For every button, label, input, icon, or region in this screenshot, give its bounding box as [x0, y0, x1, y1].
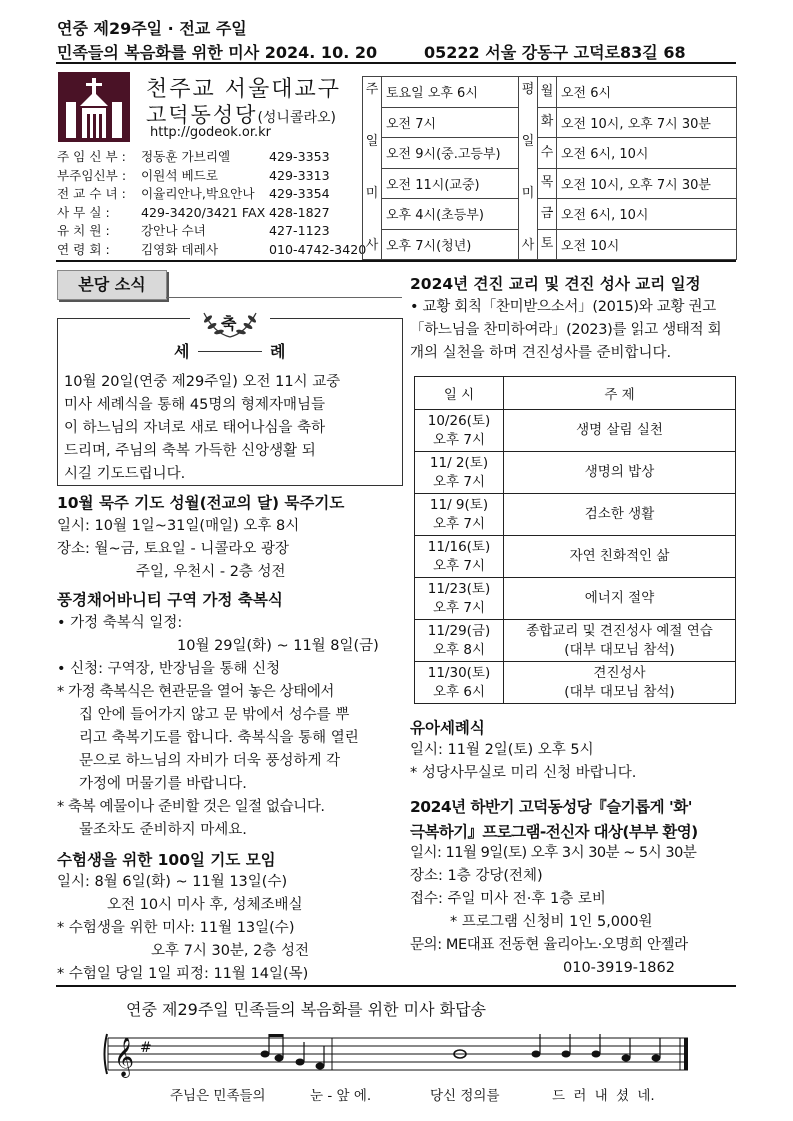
- weekday-day: 금: [538, 199, 557, 230]
- baptism-announcement: [57, 314, 403, 486]
- staff-row: 전 교 수 녀 : 이율리안나,박요안나 429-3354: [57, 186, 330, 201]
- infant-baptism-title: 유아세례식: [410, 719, 485, 737]
- program-body: 일시: 11월 9일(토) 오후 3시 30분 ~ 5시 30분 장소: 1층 강당(전체) 접수: 주일 미사 전·후 1층 로비 * 프로그램 신청비 1인 5,000원 문의: ME대표 전동현 율리아노·오명희 안젤라 010-3919-1862: [410, 845, 697, 976]
- bulletin-date: 민족들의 복음화를 위한 미사 2024. 10. 20: [57, 43, 378, 62]
- parish-name: 고덕동성당: [146, 103, 258, 127]
- weekday-day: 화: [538, 107, 557, 138]
- header-rule: [56, 62, 736, 64]
- bulletin-subtitle: 연중 제29주일 · 전교 주일: [57, 19, 247, 38]
- weekday-day: 월: [538, 77, 557, 108]
- sunday-mass-time: 오전 11시(교중): [382, 168, 519, 199]
- table-row: 11/29(금) 오후 8시 종합교리 및 견진성사 예절 연습 (대부 대모님 참석): [415, 620, 736, 662]
- footer-rule: [56, 985, 736, 987]
- staff-list: [57, 148, 367, 259]
- exam-body: 일시: 8월 6일(화) ~ 11월 13일(수) 오전 10시 미사 후, 성체조배실 * 수험생을 위한 미사: 11월 13일(수) 오후 7시 30분, 2층 성전 * 수험일 당일 1일 피정: 11월 14일(목): [57, 874, 309, 982]
- weekday-day: 목: [538, 168, 557, 199]
- table-row: 10/26(토) 오후 7시 생명 살림 실천: [415, 410, 736, 452]
- table-row: 11/ 9(토) 오후 7시 검소한 생활: [415, 494, 736, 536]
- sunday-mass-time: 오전 7시: [382, 107, 519, 138]
- celebration-emblem-text: 축: [221, 314, 237, 333]
- psalm-title: 연중 제29주일 민족들의 복음화를 위한 미사 화답송: [126, 1000, 486, 1019]
- mass-schedule: [362, 76, 737, 260]
- psalm-lyrics: 주님은 민족들의 눈 - 앞 에. 당신 정의를 드 러 내 셨 네.: [170, 1088, 655, 1104]
- section-rule: [56, 260, 736, 262]
- sunday-mass-time: 오전 9시(중.고등부): [382, 138, 519, 169]
- table-row: 11/16(토) 오후 7시 자연 친화적인 삶: [415, 536, 736, 578]
- celebration-body: 10월 20일(연중 제29주일) 오전 11시 교중 미사 세례식을 통해 45명의 형제자매님들 이 하느님의 자녀로 새로 태어나심을 축하 드리며, 주님의 축복 가득한 신앙생활 되 시길 기도드립니다.: [64, 374, 341, 482]
- staff-row: 사 무 실 : 429-3420/3421 FAX 428-1827: [57, 204, 330, 220]
- column-header-topic: 주 제: [504, 377, 736, 410]
- weekday-mass-time: 오전 10시: [557, 229, 737, 260]
- news-section-title: 본당 소식: [57, 270, 167, 300]
- laurel-emblem: [190, 307, 270, 341]
- staff-row: 주 임 신 부 : 정동훈 가브리엘 429-3353: [57, 149, 330, 164]
- svg-text:#: #: [140, 1040, 152, 1056]
- svg-text:𝄞: 𝄞: [114, 1037, 135, 1077]
- program-title: 2024년 하반기 고덕동성당『슬기롭게 '화' 극복하기』프로그램-전신자 대상(부부 환영): [410, 798, 698, 841]
- celebration-title-left: 세: [174, 342, 190, 361]
- sunday-mass-time: 토요일 오후 6시: [382, 77, 519, 108]
- catechism-intro: • 교황 회칙「찬미받으소서」(2015)와 교황 권고 「하느님을 찬미하여라」(2023)를 읽고 생태적 회 개의 실천을 하며 견진성사를 준비합니다.: [410, 299, 722, 361]
- weekday-day: 수: [538, 138, 557, 169]
- column-header-date: 일 시: [415, 377, 504, 410]
- sunday-mass-time: 오후 4시(초등부): [382, 199, 519, 230]
- church-logo-icon: [58, 72, 130, 142]
- sunday-mass-label: 주 일 미 사: [363, 77, 382, 260]
- music-staff-icon: [100, 1024, 700, 1084]
- parish-address: 05222 서울 강동구 고덕로83길 68: [424, 43, 686, 62]
- weekday-day: 토: [538, 229, 557, 260]
- table-row: 11/ 2(토) 오후 7시 생명의 밥상: [415, 452, 736, 494]
- psalm-score: [100, 1024, 700, 1084]
- sunday-mass-time: 오후 7시(청년): [382, 229, 519, 260]
- table-row: 11/30(토) 오후 6시 견진성사 (대부 대모님 참석): [415, 662, 736, 704]
- rosary-body: 일시: 10월 1일~31일(매일) 오후 8시 장소: 월~금, 토요일 - 니콜라오 광장 주일, 우천시 - 2층 성전: [57, 518, 300, 580]
- weekday-mass-time: 오전 6시, 10시: [557, 138, 737, 169]
- weekday-mass-label: 평 일 미 사: [519, 77, 538, 260]
- staff-row: 연 령 회 : 김영화 데레사 010-4742-3420: [57, 241, 367, 257]
- celebration-title-line: [198, 351, 262, 352]
- news-title-underline: [166, 297, 402, 298]
- parish-website[interactable]: http://godeok.or.kr: [150, 125, 272, 140]
- blessing-body: • 가정 축복식 일정: 10월 29일(화) ~ 11월 8일(금) • 신청: 구역장, 반장님을 통해 신청 * 가정 축복식은 현관문을 열어 놓은 상태에서 집 안에 들어가지 않고 문 밖에서 성수를 뿌 리고 축복기도를 합니다. 축복식을 통해 열린 문으로 하느님의 자비가 더욱 풍성하게 각 가정에 머물기를 바랍니다. * 축복 예물이나 준비할 것은 일절 없습니다. 물조차도 준비하지 마세요.: [57, 615, 379, 838]
- catechism-schedule-table: [414, 376, 736, 704]
- table-row: 11/23(토) 오후 7시 에너지 절약: [415, 578, 736, 620]
- staff-row: 부주임신부 : 이원석 베드로 429-3313: [57, 167, 330, 183]
- infant-baptism-body: 일시: 11월 2일(토) 오후 5시 * 성당사무실로 미리 신청 바랍니다.: [410, 742, 637, 781]
- celebration-title-right: 례: [270, 342, 286, 361]
- weekday-mass-time: 오전 10시, 오후 7시 30분: [557, 168, 737, 199]
- exam-title: 수험생을 위한 100일 기도 모임: [57, 851, 276, 869]
- rosary-title: 10월 묵주 기도 성월(전교의 달) 묵주기도: [57, 494, 345, 512]
- blessing-title: 풍경채어바니티 구역 가정 축복식: [57, 591, 283, 609]
- weekday-mass-time: 오전 10시, 오후 7시 30분: [557, 107, 737, 138]
- parish-patron: (성니콜라오): [257, 110, 336, 126]
- weekday-mass-time: 오전 6시, 10시: [557, 199, 737, 230]
- parish-logo: [58, 72, 130, 142]
- staff-row: 유 치 원 : 강안나 수녀 427-1123: [57, 223, 330, 238]
- archdiocese-name: 천주교 서울대교구: [146, 77, 342, 102]
- catechism-title: 2024년 견진 교리 및 견진 성사 교리 일정: [410, 275, 701, 293]
- weekday-mass-time: 오전 6시: [557, 77, 737, 108]
